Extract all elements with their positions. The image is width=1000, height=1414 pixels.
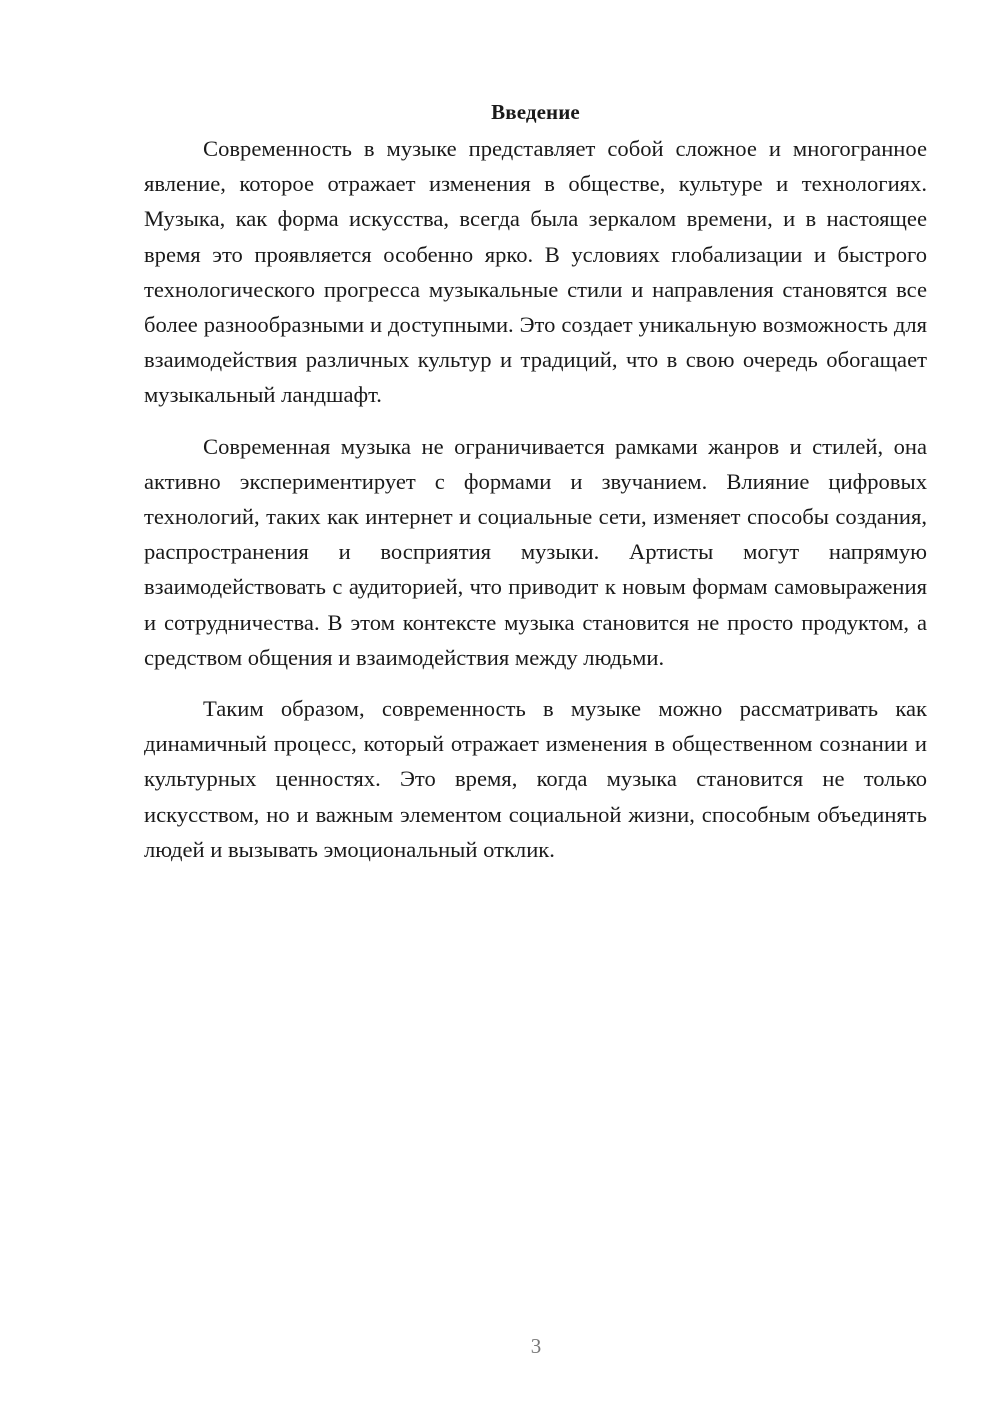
paragraph-1: Современность в музыке представляет собой сложное и многогранное явление, которое отражает изменения в обществе, культуре и технологиях. Музыка, как форма искусства, всегда была зеркалом времени, и в настоящее время это проявляется особенно ярко. В условиях глобализации и быстрого технологического прогресса музыкальные стили и направления становятся все более разнообразными и доступными. Это создает уникальную возможность для взаимодействия различных культур и традиций, что в свою очередь обогащает музыкальный ландшафт. <box>144 136 927 408</box>
section-title: Введение <box>491 100 580 124</box>
paragraph-2: Современная музыка не ограничивается рамками жанров и стилей, она активно экспериментирует с формами и звучанием. Влияние цифровых технологий, таких как интернет и социальные сети, изменяет способы создания, распространения и восприятия музыки. Артисты могут напрямую взаимодействовать с аудиторией, что приводит к новым формам самовыражения и сотрудничества. В этом контексте музыка становится не просто продуктом, а средством общения и взаимодействия между людьми. <box>144 433 927 670</box>
page-number: 3 <box>530 1334 542 1358</box>
paragraph-3: Таким образом, современность в музыке можно рассматривать как динамичный процесс, который отражает изменения в общественном сознании и культурных ценностях. Это время, когда музыка становится не только искусством, но и важным элементом социальной жизни, способным объединять людей и вызывать эмоциональный отклик. <box>144 696 927 862</box>
page-content <box>144 97 927 867</box>
